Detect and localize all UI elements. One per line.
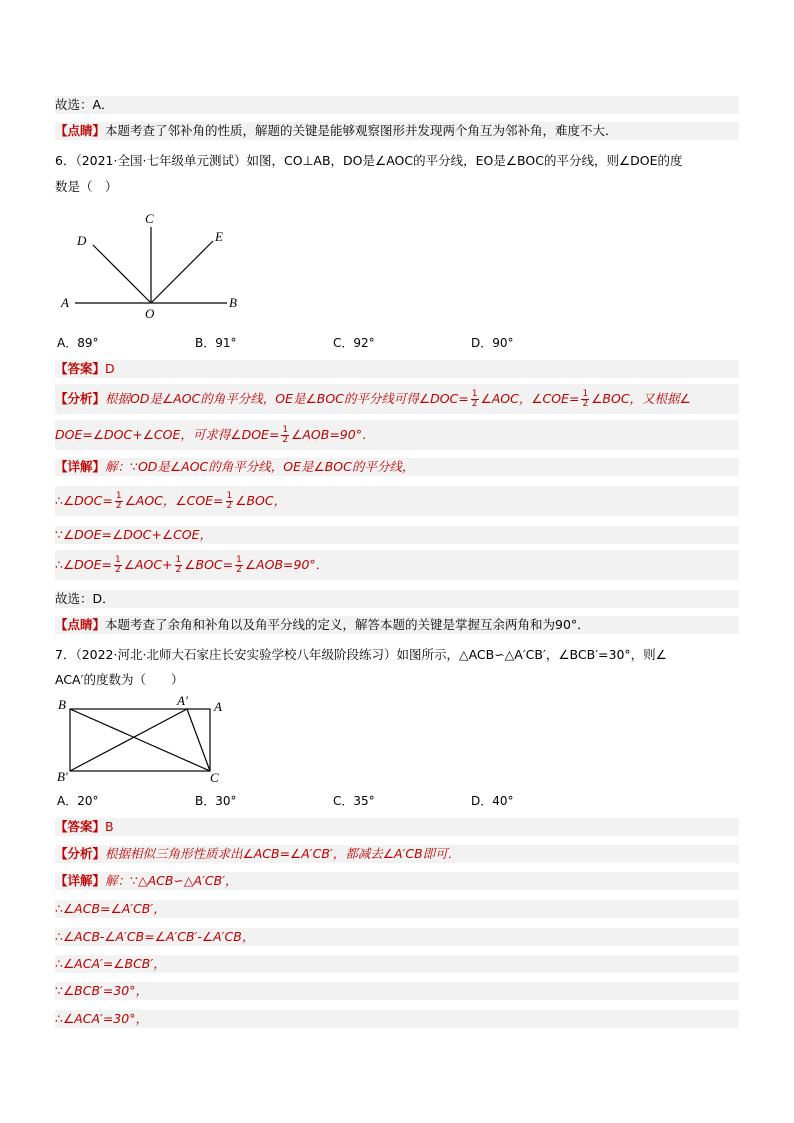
q6-analysis-line1: 【分析】根据OD是∠AOC的角平分线，OE是∠BOC的平分线可得∠DOC= $\frac{1}{2}$ ∠AOC，∠COE= $\frac{1}{2}$ ∠BOC，又根据∠ <box>55 384 739 414</box>
prev-answer-line: 故选：A． <box>55 96 739 114</box>
q6-label-o: O <box>145 306 155 321</box>
q6-analysis-line2: DOE=∠DOC+∠COE，可求得∠DOE= $\frac{1}{2}$ ∠AOB=90°． <box>55 420 739 450</box>
q7-stem-line1: 7．（2022·河北·北师大石家庄长安实验学校八年级阶段练习）如图所示，△ACB∽△A′CB′，∠BCB′=30°，则∠ <box>55 647 667 662</box>
q6-label-e: E <box>215 229 223 244</box>
q6-answer: 【答案】D <box>55 360 739 378</box>
q7-label-c: C <box>210 770 219 785</box>
q7-option-a: A．20° <box>57 794 99 808</box>
q6-option-c: C．92° <box>333 336 375 350</box>
q7-option-b: B．30° <box>195 794 237 808</box>
q7-figure <box>55 695 245 787</box>
prev-comment: 【点睛】本题考查了邻补角的性质，解题的关键是能够观察图形并发现两个角互为邻补角，难度不大． <box>55 122 739 140</box>
q6-label-d: D <box>77 233 87 248</box>
q6-figure <box>55 205 255 325</box>
q6-stem-line1: 6．（2021·全国·七年级单元测试）如图，CO⊥AB，DO是∠AOC的平分线，EO是∠BOC的平分线，则∠DOE的度 <box>55 153 683 168</box>
q6-detail-line3: ∵∠DOE=∠DOC+∠COE， <box>55 526 739 544</box>
q6-label-b: B <box>229 295 237 310</box>
q6-option-a: A．89° <box>57 336 99 350</box>
q7-label-b1: B′ <box>57 769 68 784</box>
q7-detail-line2: ∴∠ACB=∠A′CB′， <box>55 900 739 918</box>
q6-detail-line1: 【详解】解：∵OD是∠AOC的角平分线，OE是∠BOC的平分线， <box>55 458 739 476</box>
q7-option-c: C．35° <box>333 794 375 808</box>
q7-detail-line6: ∴∠ACA′=30°， <box>55 1010 739 1028</box>
q6-stem-line2: 数是（ ） <box>55 179 118 194</box>
q7-label-b: B <box>58 697 66 712</box>
q7-stem-line2: ACA′的度数为（ ） <box>55 672 184 687</box>
q6-detail-line4: ∴∠DOE= $\frac{1}{2}$ ∠AOC+ $\frac{1}{2}$ ∠BOC= $\frac{1}{2}$ ∠AOB=90°． <box>55 550 739 580</box>
q6-label-c: C <box>145 211 154 226</box>
q7-detail-line5: ∵∠BCB′=30°， <box>55 982 739 1000</box>
q7-option-d: D．40° <box>471 794 514 808</box>
q6-option-b: B．91° <box>195 336 237 350</box>
q7-label-a: A <box>214 699 222 714</box>
q6-comment: 【点睛】本题考查了余角和补角以及角平分线的定义，解答本题的关键是掌握互余两角和为90°． <box>55 616 739 634</box>
q7-label-a1: A′ <box>177 695 188 708</box>
q6-answer-line: 故选：D． <box>55 590 739 608</box>
q7-detail-line3: ∴∠ACB-∠A′CB=∠A′CB′-∠A′CB， <box>55 928 739 946</box>
q6-option-d: D．90° <box>471 336 514 350</box>
q6-label-a: A <box>61 295 69 310</box>
q7-detail-line1: 【详解】解：∵△ACB∽△A′CB′， <box>55 872 739 890</box>
q6-detail-line2: ∴∠DOC= $\frac{1}{2}$ ∠AOC，∠COE= $\frac{1}{2}$ ∠BOC， <box>55 486 739 516</box>
q7-analysis: 【分析】根据相似三角形性质求出∠ACB=∠A′CB′，都减去∠A′CB即可． <box>55 845 739 863</box>
q7-detail-line4: ∴∠ACA′=∠BCB′， <box>55 955 739 973</box>
q7-answer: 【答案】B <box>55 818 739 836</box>
